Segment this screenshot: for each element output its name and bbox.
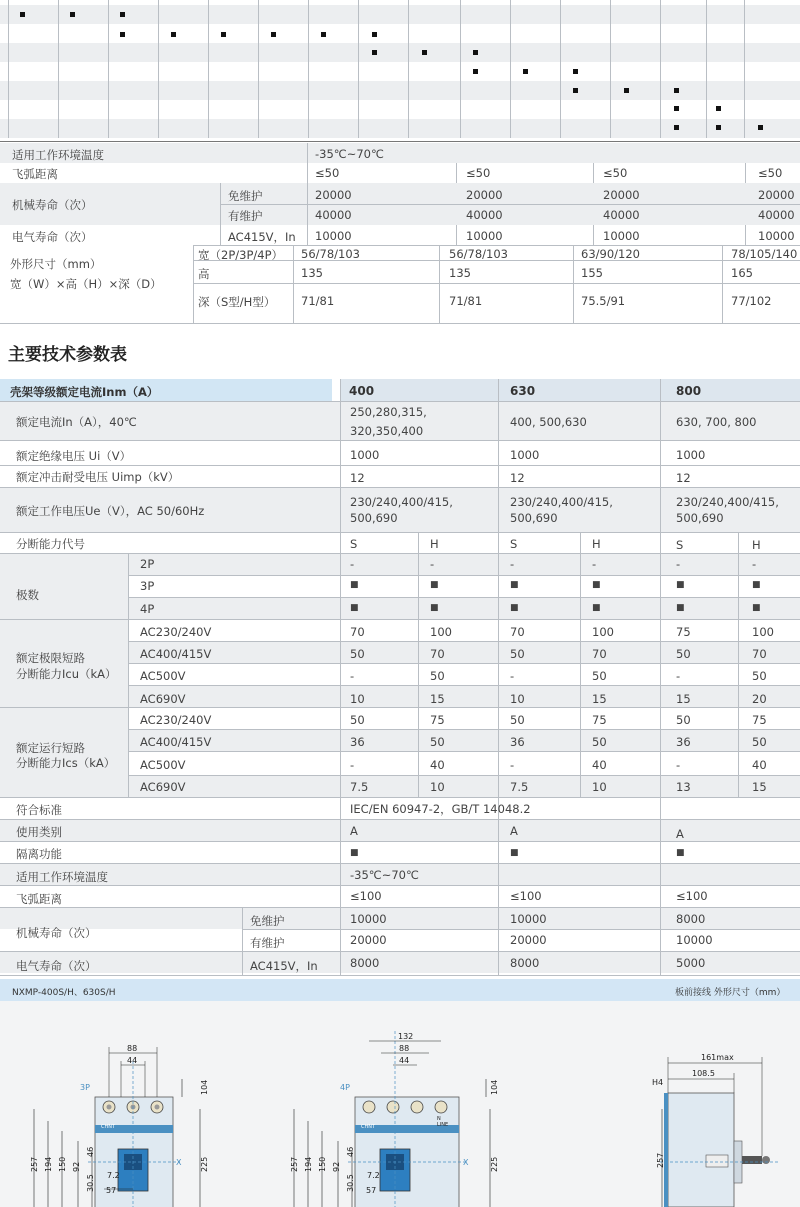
dim-161max: 161max xyxy=(701,1053,734,1062)
mark xyxy=(171,32,176,37)
mark: ■ xyxy=(510,848,519,858)
cell: 10000 xyxy=(350,912,387,926)
mark: ■ xyxy=(676,603,685,613)
impulse-label: 额定冲击耐受电压 Uimp（kV） xyxy=(16,470,180,484)
cell: ≤100 xyxy=(510,889,542,903)
pole-label-3p: 3P xyxy=(80,1083,90,1092)
ics-label-2: 分断能力Ics（kA） xyxy=(16,756,116,770)
icu-voltage-label: AC690V xyxy=(140,692,186,706)
dim-7-2: 7.2 xyxy=(107,1171,120,1180)
arc-value: ≤50 xyxy=(603,166,628,180)
dim-30-5-4p: 30.5 xyxy=(346,1174,355,1192)
cell: 75 xyxy=(676,625,691,639)
drawing-caption: 板前接线 外形尺寸（mm） xyxy=(675,988,786,998)
cell: 50 xyxy=(350,647,365,661)
ics-voltage-label: AC400/415V xyxy=(140,735,212,749)
cell: 36 xyxy=(510,735,525,749)
marks-row xyxy=(0,43,800,62)
mark xyxy=(221,32,226,37)
cell: 20000 xyxy=(315,188,352,202)
cell: 100 xyxy=(430,625,452,639)
dim-108-5: 108.5 xyxy=(692,1069,715,1078)
cell: 12 xyxy=(510,471,525,485)
mark xyxy=(674,88,679,93)
dim-7-2-4p: 7.2 xyxy=(367,1171,380,1180)
maintenance-free-label: 免维护 xyxy=(250,914,285,928)
electrical-life-label: 电气寿命（次） xyxy=(16,959,97,973)
axis-x-label: X xyxy=(176,1158,182,1167)
col-header-400: 400 xyxy=(349,384,375,398)
cell: 50 xyxy=(510,647,525,661)
cell: - xyxy=(350,557,355,571)
cell: 50 xyxy=(510,713,525,727)
dim-h4: H4 xyxy=(652,1078,664,1087)
dim-57-4p: 57 xyxy=(366,1186,377,1195)
height-label: 高 xyxy=(198,267,210,281)
cell: 630, 700, 800 xyxy=(676,415,757,429)
pole-3p-label: 3P xyxy=(140,579,155,593)
cell: 10 xyxy=(592,780,607,794)
cell: 50 xyxy=(676,647,691,661)
mark: ■ xyxy=(752,603,761,613)
cell: 50 xyxy=(430,735,445,749)
cell: 50 xyxy=(676,713,691,727)
mark xyxy=(473,50,478,55)
mark xyxy=(523,69,528,74)
ics-voltage-label: AC230/240V xyxy=(140,713,212,727)
cell: 135 xyxy=(449,266,471,280)
cell: 10000 xyxy=(510,912,547,926)
cell: 10000 xyxy=(603,229,640,243)
mark: ■ xyxy=(350,580,359,590)
mark xyxy=(120,12,125,17)
cell: 12 xyxy=(676,471,691,485)
working-voltage-label: 额定工作电压Ue（V），AC 50/60Hz xyxy=(16,504,205,518)
brand-logo-4p: CHNT xyxy=(361,1124,376,1130)
cell: 400, 500,630 xyxy=(510,415,587,429)
elec-life-sublabel: AC415V，In xyxy=(228,230,296,244)
temperature-value: -35℃~70℃ xyxy=(350,868,419,882)
mark: ■ xyxy=(676,580,685,590)
cell: 230/240,400/415, xyxy=(510,495,613,509)
cell: - xyxy=(350,669,355,683)
mark: ■ xyxy=(430,580,439,590)
mark xyxy=(573,88,578,93)
line-label: LINE xyxy=(437,1122,449,1128)
cell: 100 xyxy=(752,625,774,639)
mark xyxy=(372,50,377,55)
mark xyxy=(716,125,721,130)
cell: 70 xyxy=(350,625,365,639)
ics-label: 额定运行短路 xyxy=(16,741,85,755)
dim-92-4p: 92 xyxy=(332,1161,341,1172)
cell: 40000 xyxy=(315,208,352,222)
front-view-4p xyxy=(294,1031,490,1207)
cell: 75 xyxy=(430,713,445,727)
mark xyxy=(372,32,377,37)
cell: ≤100 xyxy=(350,889,382,903)
mark xyxy=(422,50,427,55)
cell: 40 xyxy=(592,758,607,772)
cell: 75 xyxy=(752,713,767,727)
dim-104: 104 xyxy=(200,1079,209,1095)
icu-voltage-label: AC400/415V xyxy=(140,647,212,661)
cell: 20000 xyxy=(466,188,503,202)
cell: 155 xyxy=(581,266,603,280)
cell: - xyxy=(430,557,435,571)
cell: - xyxy=(592,557,597,571)
cell: 75 xyxy=(592,713,607,727)
icu-label: 额定极限短路 xyxy=(16,651,85,665)
with-maintenance-label: 有维护 xyxy=(228,209,263,223)
cell: A xyxy=(676,827,684,841)
cell: 40000 xyxy=(758,208,795,222)
cell: 12 xyxy=(350,471,365,485)
cell: 15 xyxy=(430,692,445,706)
cell: 1000 xyxy=(350,448,380,462)
marks-row xyxy=(0,81,800,100)
mark: ■ xyxy=(430,603,439,613)
cell: 20 xyxy=(752,692,767,706)
mark xyxy=(716,106,721,111)
category-label: 使用类别 xyxy=(16,825,62,839)
temp-label: 适用工作环境温度 xyxy=(12,148,104,162)
cell: - xyxy=(510,669,515,683)
cell: A xyxy=(510,824,518,838)
dim-194: 194 xyxy=(44,1156,53,1172)
cell: H xyxy=(430,537,439,551)
mark xyxy=(674,106,679,111)
icu-label-2: 分断能力Icu（kA） xyxy=(16,667,117,681)
mark: ■ xyxy=(592,580,601,590)
dim-225-4p: 225 xyxy=(490,1156,499,1172)
cell: 78/105/140 xyxy=(731,247,798,261)
mark: ■ xyxy=(676,848,685,858)
rated-current-label: 额定电流In（A），40℃ xyxy=(16,415,137,429)
cell: 100 xyxy=(592,625,614,639)
cell: 500,690 xyxy=(510,511,558,525)
cell: 10000 xyxy=(758,229,795,243)
cell: 135 xyxy=(301,266,323,280)
cell: 56/78/103 xyxy=(301,247,360,261)
col-header-800: 800 xyxy=(676,384,702,398)
width-label: 宽（2P/3P/4P） xyxy=(198,248,284,262)
cell: 50 xyxy=(430,669,445,683)
mark xyxy=(624,88,629,93)
cell: 250,280,315, xyxy=(350,405,427,419)
cell: 10000 xyxy=(466,229,503,243)
cell: 7.5 xyxy=(350,780,369,794)
mark: ■ xyxy=(592,603,601,613)
cell: 20000 xyxy=(758,188,795,202)
cell: 15 xyxy=(592,692,607,706)
cell: 230/240,400/415, xyxy=(676,495,779,509)
mark xyxy=(20,12,25,17)
marks-row xyxy=(0,119,800,138)
mark: ■ xyxy=(350,848,359,858)
cell: 63/90/120 xyxy=(581,247,640,261)
cell: A xyxy=(350,824,358,838)
mark xyxy=(120,32,125,37)
arc-value: ≤50 xyxy=(758,166,783,180)
breaking-code-label: 分断能力代号 xyxy=(16,537,85,551)
cell: 10 xyxy=(510,692,525,706)
cell: ≤100 xyxy=(676,889,708,903)
mechanical-life-label: 机械寿命（次） xyxy=(16,926,97,940)
cell: S xyxy=(676,538,684,552)
standard-value: IEC/EN 60947-2，GB/T 14048.2 xyxy=(350,802,531,816)
standard-label: 符合标准 xyxy=(16,803,62,817)
cell: 50 xyxy=(350,713,365,727)
side-view xyxy=(660,1057,780,1207)
cell: 36 xyxy=(350,735,365,749)
dim-46-4p: 46 xyxy=(346,1146,355,1157)
dim-57: 57 xyxy=(106,1186,117,1195)
cell: 50 xyxy=(752,669,767,683)
cell: 8000 xyxy=(350,956,380,970)
mech-life-label: 机械寿命（次） xyxy=(12,198,93,212)
cell: 10 xyxy=(350,692,365,706)
dim-257: 257 xyxy=(30,1156,39,1172)
col-header-630: 630 xyxy=(510,384,536,398)
cell: 50 xyxy=(752,735,767,749)
cell: - xyxy=(510,758,515,772)
cell: 70 xyxy=(430,647,445,661)
mark xyxy=(473,69,478,74)
temperature-label: 适用工作环境温度 xyxy=(16,870,108,884)
arc-distance-label: 飞弧距离 xyxy=(16,892,62,906)
mark: ■ xyxy=(350,603,359,613)
pole-2p-label: 2P xyxy=(140,557,155,571)
pole-4p-label: 4P xyxy=(140,602,155,616)
cell: 50 xyxy=(592,669,607,683)
cell: 56/78/103 xyxy=(449,247,508,261)
cell: - xyxy=(510,557,515,571)
with-maintenance-label: 有维护 xyxy=(250,936,285,950)
cell: S xyxy=(510,537,518,551)
mark xyxy=(758,125,763,130)
poles-label: 极数 xyxy=(16,588,39,602)
cell: 77/102 xyxy=(731,294,772,308)
neutral-label: N xyxy=(437,1116,441,1122)
dim-150: 150 xyxy=(58,1156,67,1172)
front-view-3p xyxy=(34,1047,200,1207)
cell: 5000 xyxy=(676,956,706,970)
cell: H xyxy=(752,538,761,552)
header-values-cell xyxy=(340,379,800,401)
cell: 36 xyxy=(676,735,691,749)
insulation-label: 额定绝缘电压 Ui（V） xyxy=(16,449,132,463)
arc-value: ≤50 xyxy=(315,166,340,180)
cell: 20000 xyxy=(603,188,640,202)
dim-194-4p: 194 xyxy=(304,1156,313,1172)
pole-label-4p: 4P xyxy=(340,1083,350,1092)
cell: 75.5/91 xyxy=(581,294,626,308)
cell: 320,350,400 xyxy=(350,424,424,438)
cell: 70 xyxy=(592,647,607,661)
cell: 15 xyxy=(752,780,767,794)
cell: 7.5 xyxy=(510,780,529,794)
mark xyxy=(70,12,75,17)
ics-voltage-label: AC690V xyxy=(140,780,186,794)
cell: 20000 xyxy=(350,933,387,947)
cell: - xyxy=(752,557,757,571)
icu-voltage-label: AC500V xyxy=(140,669,186,683)
cell: 165 xyxy=(731,266,753,280)
dim-30-5: 30.5 xyxy=(86,1174,95,1192)
isolation-label: 隔离功能 xyxy=(16,847,62,861)
dim-257-4p: 257 xyxy=(290,1156,299,1172)
cell: 70 xyxy=(510,625,525,639)
arc-label: 飞弧距离 xyxy=(12,167,58,181)
cell: H xyxy=(592,537,601,551)
dim-104-4p: 104 xyxy=(490,1079,499,1095)
cell: 1000 xyxy=(676,448,706,462)
dims-label: 外形尺寸（mm） xyxy=(10,257,102,271)
cell: - xyxy=(350,758,355,772)
elec-life-label: 电气寿命（次） xyxy=(12,230,93,244)
outline-drawing xyxy=(0,1001,800,1207)
cell: 10 xyxy=(430,780,445,794)
cell: 10000 xyxy=(315,229,352,243)
dim-88: 88 xyxy=(127,1044,138,1053)
cell: 40000 xyxy=(466,208,503,222)
depth-label: 深（S型/H型） xyxy=(198,295,276,309)
cell: 8000 xyxy=(510,956,540,970)
mark xyxy=(321,32,326,37)
cell: 40000 xyxy=(603,208,640,222)
icu-voltage-label: AC230/240V xyxy=(140,625,212,639)
dim-132: 132 xyxy=(398,1032,414,1041)
cell: - xyxy=(676,669,681,683)
cell: 8000 xyxy=(676,912,706,926)
ics-voltage-label: AC500V xyxy=(140,758,186,772)
dims-label-2: 宽（W）×高（H）×深（D） xyxy=(10,277,162,291)
cell: 1000 xyxy=(510,448,540,462)
cell: 50 xyxy=(592,735,607,749)
dim-225: 225 xyxy=(200,1156,209,1172)
electrical-life-sublabel: AC415V，In xyxy=(250,959,318,973)
brand-logo: CHNT xyxy=(101,1124,116,1130)
cell: 71/81 xyxy=(449,294,483,308)
cell: 13 xyxy=(676,780,691,794)
cell: 230/240,400/415, xyxy=(350,495,453,509)
dim-46: 46 xyxy=(86,1146,95,1157)
mark: ■ xyxy=(752,580,761,590)
marks-row xyxy=(0,62,800,81)
cell: 40 xyxy=(430,758,445,772)
mark xyxy=(674,125,679,130)
cell: 70 xyxy=(752,647,767,661)
mark: ■ xyxy=(510,603,519,613)
maintenance-free-label: 免维护 xyxy=(228,189,263,203)
cell: 15 xyxy=(676,692,691,706)
dim-44-4p: 44 xyxy=(399,1056,410,1065)
mark: ■ xyxy=(510,580,519,590)
cell: S xyxy=(350,537,358,551)
mark xyxy=(271,32,276,37)
cell: 500,690 xyxy=(350,511,398,525)
marks-row xyxy=(0,100,800,119)
dim-92: 92 xyxy=(72,1161,81,1172)
dim-150-4p: 150 xyxy=(318,1156,327,1172)
dim-257-side: 257 xyxy=(656,1152,665,1168)
drawing-model: NXMP-400S/H、630S/H xyxy=(12,988,116,998)
cell: 40 xyxy=(752,758,767,772)
cell: 20000 xyxy=(510,933,547,947)
dim-88-4p: 88 xyxy=(399,1044,410,1053)
cell: 71/81 xyxy=(301,294,335,308)
temp-value: -35℃~70℃ xyxy=(315,147,384,161)
mark xyxy=(573,69,578,74)
arc-value: ≤50 xyxy=(466,166,491,180)
dim-44: 44 xyxy=(127,1056,138,1065)
header-label: 壳架等级额定电流Inm（A） xyxy=(10,385,159,399)
cell: - xyxy=(676,758,681,772)
section-title: 主要技术参数表 xyxy=(8,345,127,365)
cell: 500,690 xyxy=(676,511,724,525)
cell: - xyxy=(676,557,681,571)
cell: 10000 xyxy=(676,933,713,947)
axis-x-label-4p: X xyxy=(463,1158,469,1167)
